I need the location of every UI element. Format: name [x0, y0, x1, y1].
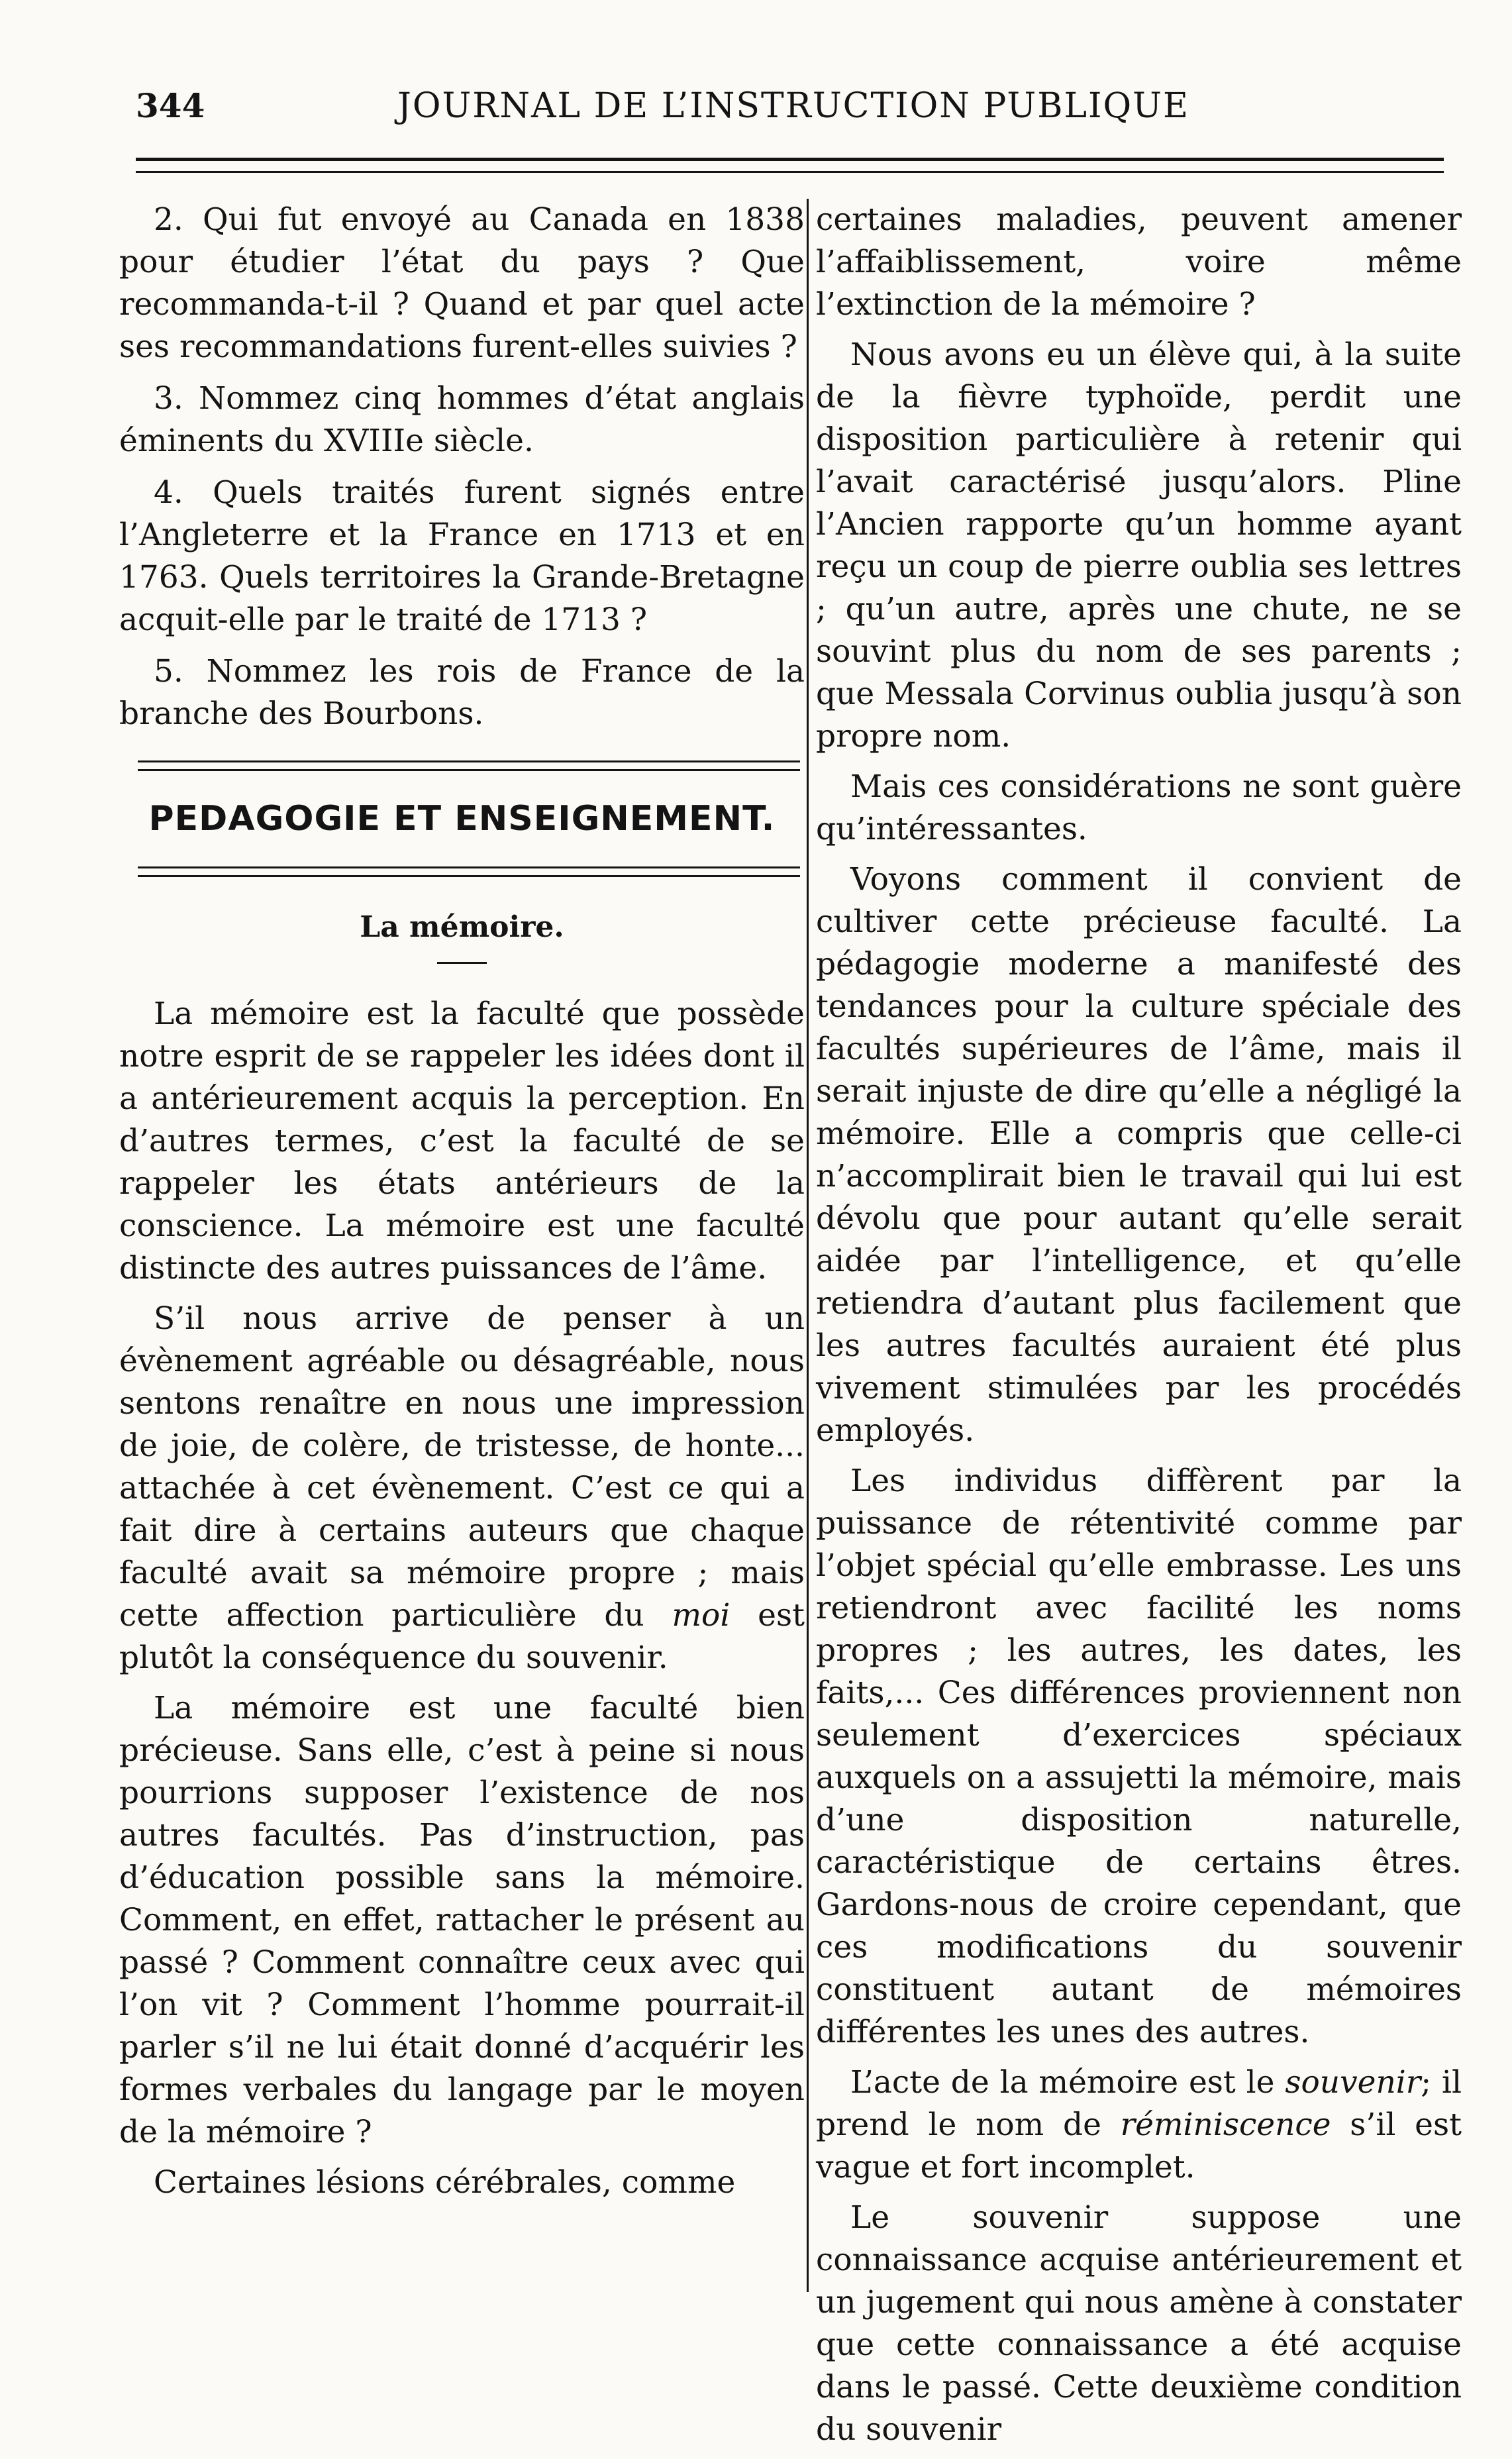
paragraph-text: L’acte de la mémoire est le	[850, 2064, 1275, 2101]
body-paragraph	[816, 2062, 1462, 2189]
section-divider	[138, 760, 800, 771]
paragraph-text: s’il est vague et fort incomplet.	[816, 2107, 1462, 2185]
question-item: 3. Nommez cinq hommes d’état anglais éminents du XVIIIe siècle.	[119, 380, 805, 459]
paragraph-text: S’il nous arrive de penser à un évènement agréable ou désagréable, nous sentons renaître en nous une impression de joie, de colère, de tristesse, de honte... attachée à cet évènement. C’est ce qui a fait dire à certains auteurs que chaque faculté avait sa mémoire propre ; mais cette affection particulière du	[119, 1300, 805, 1634]
page-header	[136, 86, 1434, 139]
body-paragraph: Le souvenir suppose une connaissance acquise antérieurement et un jugement qui nous amène à constater que cette connaissance a été acquise dans le passé. Cette deuxième condition du souvenir	[816, 2199, 1462, 2448]
left-column	[119, 199, 805, 2212]
header-rule	[136, 158, 1444, 161]
body-paragraph	[119, 1298, 805, 1679]
italic-term: réminiscence	[1120, 2107, 1331, 2143]
section-divider	[138, 866, 800, 877]
paragraph-text: est plutôt la conséquence du souvenir.	[119, 1597, 805, 1676]
title-rule	[437, 962, 487, 964]
body-paragraph: La mémoire est la faculté que possède notre esprit de se rappeler les idées dont il a antérieurement acquis la perception. En d’autres termes, c’est la faculté de se rappeler les états antérieurs de la conscience. La mémoire est une faculté distincte des autres puissances de l’âme.	[119, 996, 805, 1286]
italic-term: souvenir	[1285, 2064, 1421, 2101]
page-number: 344	[136, 86, 205, 125]
body-paragraph: certaines maladies, peuvent amener l’affaiblissement, voire même l’extinction de la mémoire ?	[816, 201, 1462, 323]
body-paragraph: Mais ces considérations ne sont guère qu’intéressantes.	[816, 768, 1462, 847]
body-paragraph: Voyons comment il convient de cultiver cette précieuse faculté. La pédagogie moderne a manifesté des tendances pour la culture spéciale des facultés supérieures de l’âme, mais il serait injuste de dire qu’elle a négligé la mémoire. Elle a compris que celle-ci n’accomplirait bien le travail qui lui est dévolu que pour autant qu’elle serait aidée par l’intelligence, et qu’elle retiendra d’autant plus facilement que les autres facultés auraient été plus vivement stimulées par les procédés employés.	[816, 861, 1462, 1449]
body-paragraph: Nous avons eu un élève qui, à la suite de la fièvre typhoïde, perdit une disposition particulière à retenir qui l’avait caractérisé jusqu’alors. Pline l’Ancien rapporte qu’un homme ayant reçu un coup de pierre oublia ses lettres ; qu’un autre, après une chute, ne se souvint plus du nom de ses parents ; que Messala Corvinus oublia jusqu’à son propre nom.	[816, 337, 1462, 755]
body-paragraph: Les individus diffèrent par la puissance de rétentivité comme par l’objet spécial qu’elle embrasse. Les uns retiendront avec facilité les noms propres ; les autres, les dates, les faits,... Ces différences proviennent non seulement d’exercices spéciaux auxquels on a assujetti la mémoire, mais d’une disposition naturelle, caractéristique de certains êtres. Gardons-nous de croire cependant, que ces modifications du souvenir constituent autant de mémoires différentes les unes des autres.	[816, 1463, 1462, 2050]
article-title: La mémoire.	[360, 910, 564, 944]
journal-title: JOURNAL DE L’INSTRUCTION PUBLIQUE	[397, 86, 1189, 126]
question-item: 5. Nommez les rois de France de la branche des Bourbons.	[119, 653, 805, 732]
right-column	[816, 199, 1462, 2459]
column-divider	[807, 199, 809, 2292]
section-title: PEDAGOGIE ET ENSEIGNEMENT.	[148, 799, 776, 839]
body-paragraph: Certaines lésions cérébrales, comme	[154, 2164, 736, 2201]
question-item: 4. Quels traités furent signés entre l’Angleterre et la France en 1713 et en 1763. Quels territoires la Grande-Bretagne acquit-elle par le traité de 1713 ?	[119, 474, 805, 638]
italic-term: moi	[672, 1597, 731, 1634]
body-paragraph: La mémoire est une faculté bien précieuse. Sans elle, c’est à peine si nous pourrions supposer l’existence de nos autres facultés. Pas d’instruction, pas d’éducation possible sans la mémoire. Comment, en effet, rattacher le présent au passé ? Comment connaître ceux avec qui l’on vit ? Comment l’homme pourrait-il parler s’il ne lui était donné d’acquérir les formes verbales du langage par le moyen de la mémoire ?	[119, 1690, 805, 2150]
paragraph-text: ; il prend le nom de	[816, 2064, 1462, 2143]
question-item: 2. Qui fut envoyé au Canada en 1838 pour étudier l’état du pays ? Que recommanda-t-il ? Quand et par quel acte ses recommandations furent-elles suivies ?	[119, 201, 805, 365]
header-rule	[136, 171, 1444, 173]
